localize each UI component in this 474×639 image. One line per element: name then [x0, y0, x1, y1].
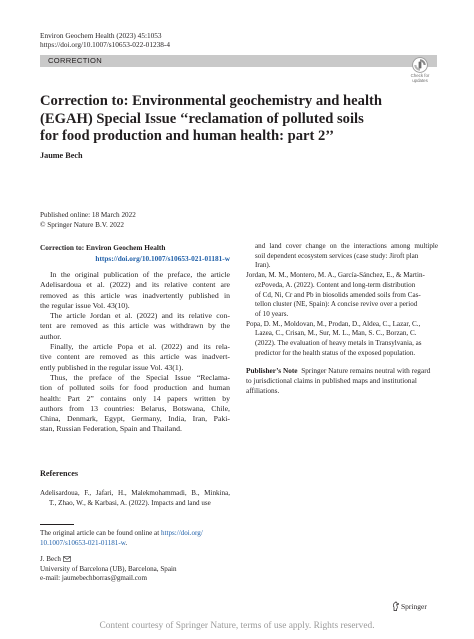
- reference-line: tellon cluster (NE, Spain): A concise revive over a period: [255, 300, 418, 309]
- text-line: Finally, the article Popa et al. (2022) and its rela-: [50, 342, 230, 352]
- section-label: CORRECTION: [48, 56, 103, 65]
- reference-line: and land cover change on the interactions among multiple: [255, 242, 438, 250]
- reference-line: Lazea, C., Crisan, M., Sur, M. L., Man, S. C., Borzan, C.: [255, 329, 417, 338]
- original-article-line: [40, 539, 230, 549]
- reference-line: Iran).: [255, 261, 271, 270]
- text-line: authors from 13 countries: Belarus, Botswana, Chile,: [40, 403, 230, 413]
- affiliation-university: University of Barcelona (UB), Barcelona, Spain: [40, 564, 177, 573]
- reference-line: Adelisardoua, F., Jafari, H., Malekmohammadi, B., Minkina,: [40, 489, 230, 497]
- check-for-updates-button[interactable]: [404, 57, 436, 83]
- reference-3: [246, 320, 438, 359]
- text-line: author.: [40, 331, 62, 341]
- original-article-line: [40, 529, 230, 539]
- text-line: tion of polluted soils for food production and human: [40, 383, 230, 393]
- text-line: tive content are removed as this article was inadvert-: [40, 352, 230, 362]
- reference-line: predictor for the health status of the exposed population.: [255, 348, 416, 357]
- text-line: the regular issue Vol. 43(10).: [40, 300, 130, 310]
- reference-1-continued: [246, 242, 438, 271]
- reference-2: [246, 271, 438, 320]
- text-line: health: Part 2” contains only 14 papers written by: [40, 393, 230, 403]
- paragraph-4: [40, 373, 230, 435]
- journal-citation: Environ Geochem Health (2023) 45:1053: [40, 31, 162, 40]
- affiliation-name-line: [40, 555, 240, 565]
- right-column: [246, 242, 438, 396]
- references-heading: References: [40, 469, 79, 478]
- publishers-note-label: Publisher’s Note: [246, 366, 298, 376]
- spacer: [246, 358, 438, 366]
- reference-line: ezPoveda, A. (2022). Content and long-term distribution: [255, 280, 416, 289]
- publishers-note: [246, 366, 438, 396]
- paragraph-2: [40, 311, 230, 342]
- correction-to-label: Correction to: Environ Geochem Health: [40, 243, 166, 252]
- affiliation-email[interactable]: e-mail: jaumebechborras@gmail.com: [40, 574, 147, 583]
- publishers-note-line: affiliations.: [246, 386, 280, 396]
- text-line: Adelisardoua et al. (2022) and its relative content are: [40, 280, 230, 290]
- section-band: [40, 55, 437, 67]
- title-line: Correction to: Environmental geochemistry and health: [40, 93, 382, 109]
- reference-line: of 10 years.: [255, 309, 289, 318]
- courtesy-footer: Content courtesy of Springer Nature, terms of use apply. Rights reserved.: [99, 621, 375, 631]
- affiliation-name: J. Bech: [40, 555, 61, 563]
- springer-logo: [392, 596, 427, 611]
- article-doi-link[interactable]: https://doi.org/10.1007/s10653-022-01238-4: [40, 40, 170, 49]
- text-line: tent are removed as this article was withdrawn by the: [40, 321, 230, 331]
- original-article-note: [40, 529, 230, 548]
- text-line: Thus, the preface of the Special Issue “Reclama-: [50, 372, 230, 382]
- title-line: (EGAH) Special Issue ‘‘reclamation of polluted soils: [40, 110, 364, 127]
- text-line: In the original publication of the preface, the article: [50, 270, 230, 279]
- title-line: for food production and human health: part 2’’: [40, 128, 334, 144]
- copyright-notice: © Springer Nature B.V. 2022: [40, 221, 124, 229]
- publication-info: [40, 210, 136, 230]
- text-line: The article Jordan et al. (2022) and its relative con-: [50, 311, 230, 321]
- text-line: removed as this article was inadvertently published in: [40, 290, 230, 300]
- check-for-updates-badge-icon: [412, 57, 428, 73]
- correction-to-link[interactable]: https://doi.org/10.1007/s10653-021-01181-w: [95, 254, 230, 263]
- publishers-note-line: to jurisdictional claims in published maps and institutional: [246, 376, 417, 386]
- reference-line: Jordan, M. M., Montero, M. A., García-Sánchez, E., & Martin-: [246, 271, 425, 280]
- article-title: [40, 93, 440, 146]
- paragraph-3: [40, 342, 230, 373]
- paragraph-1: [40, 270, 230, 311]
- author-affiliation: [40, 555, 240, 584]
- left-column: [40, 242, 230, 435]
- reference-line: soil dependent ecosystem services (case study: Jiroft plan: [255, 251, 419, 260]
- reference-line: Popa, D. M., Moldovan, M., Prodan, D., Aldea, C., Lazar, C.,: [246, 319, 421, 328]
- reference-line: T., Zhao, W., & Karbasi, A. (2022). Impacts and land use: [49, 498, 211, 507]
- reference-line: of Cd, Ni, Cr and Pb in biosolids amended soils from Cas-: [255, 290, 421, 299]
- publishers-note-line: [246, 366, 438, 376]
- author-name: Jaume Bech: [40, 151, 83, 160]
- reference-line: (2022). The evaluation of heavy metals in Transylvania, as: [255, 339, 422, 348]
- check-for-updates-label: Check for updates: [410, 73, 430, 83]
- text-line: ently published in the regular issue Vol. 43(1).: [40, 362, 184, 372]
- original-article-link-cont[interactable]: 10.1007/s10653-021-01181-w: [40, 538, 126, 547]
- footnote-rule: [40, 524, 74, 525]
- references-left: [40, 489, 230, 508]
- original-article-link[interactable]: https://doi.org/: [160, 529, 203, 537]
- text-line: stan, Russian Federation, Spain and Thailand.: [40, 424, 182, 434]
- original-article-text: The original article can be found online at: [40, 529, 161, 537]
- publishers-note-text: Springer Nature remains neutral with regard: [301, 366, 431, 376]
- original-article-end: .: [125, 538, 128, 547]
- envelope-icon[interactable]: [63, 556, 71, 562]
- text-line: China, Denmark, Egypt, Germany, India, Iran, Paki-: [40, 414, 230, 424]
- published-online-date: Published online: 18 March 2022: [40, 211, 136, 219]
- springer-text: Springer: [401, 602, 427, 611]
- springer-horse-logo-icon: [392, 601, 400, 611]
